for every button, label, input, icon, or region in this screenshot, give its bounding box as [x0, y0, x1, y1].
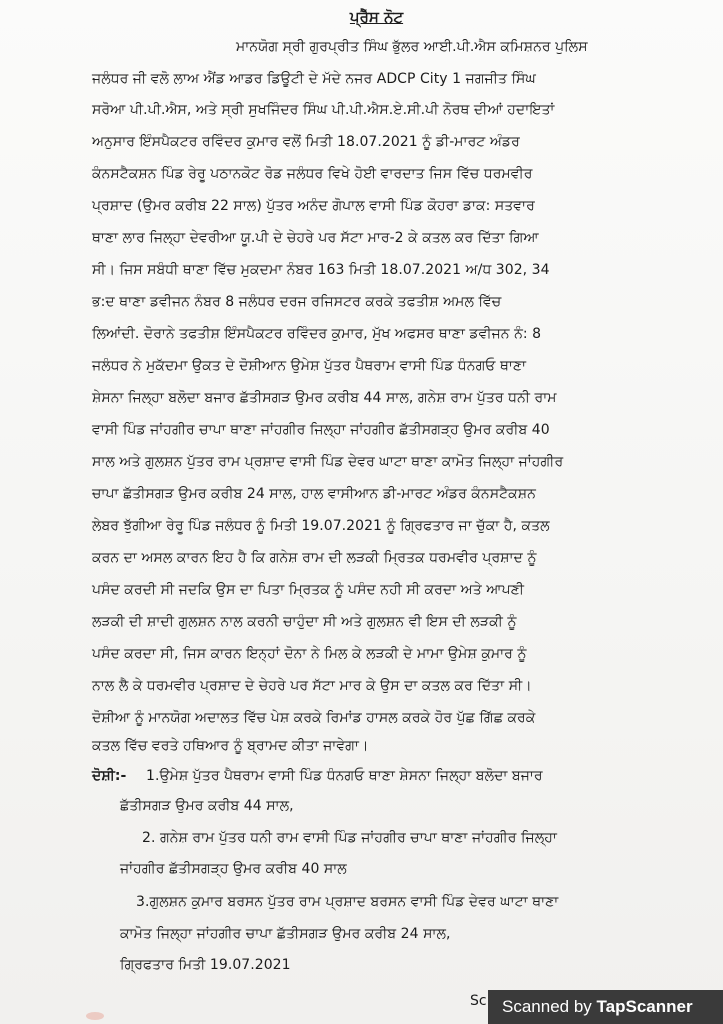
body-line: ਅਨੁਸਾਰ ਇੰਸਪੈਕਟਰ ਰਵਿੰਦਰ ਕੁਮਾਰ ਵਲੋਂ ਮਿਤੀ 18.07.2021 ਨੂੰ ਡੀ-ਮਾਰਟ ਅੰਡਰ — [92, 134, 520, 150]
accused-line: ਛੱਤੀਸਗੜ ਉਮਰ ਕਰੀਬ 44 ਸਾਲ, — [120, 798, 294, 814]
paper-stain — [86, 1012, 104, 1020]
scanner-watermark — [488, 990, 723, 1024]
body-line: ਕਤਲ ਵਿੱਚ ਵਰਤੇ ਹਥਿਆਰ ਨੂੰ ਬ੍ਰਾਮਦ ਕੀਤਾ ਜਾਵੇਗਾ। — [92, 738, 369, 754]
page-title: ਪ੍ਰੈੱਸ ਨੋਟ — [349, 8, 404, 26]
body-line: ਸੀ। ਜਿਸ ਸਬੰਧੀ ਥਾਣਾ ਵਿੱਚ ਮੁਕਦਮਾ ਨੰਬਰ 163 ਮਿਤੀ 18.07.2021 ਅ/ਧ 302, 34 — [92, 262, 550, 278]
body-line: ਕਰਨ ਦਾ ਅਸਲ ਕਾਰਨ ਇਹ ਹੈ ਕਿ ਗਨੇਸ਼ ਰਾਮ ਦੀ ਲੜਕੀ ਮ੍ਰਿਤਕ ਧਰਮਵੀਰ ਪ੍ਰਸ਼ਾਦ ਨੂੰ — [92, 550, 537, 566]
body-line: ਸਰੋਆ ਪੀ.ਪੀ.ਐਸ, ਅਤੇ ਸ੍ਰੀ ਸੁਖਜਿੰਦਰ ਸਿੰਘ ਪੀ.ਪੀ.ਐਸ.ਏ.ਸੀ.ਪੀ ਨੋਰਥ ਦੀਆਂ ਹਦਾਇਤਾਂ — [92, 102, 555, 118]
body-line: ਮਾਨਯੋਗ ਸ੍ਰੀ ਗੁਰਪ੍ਰੀਤ ਸਿੰਘ ਭੁੱਲਰ ਆਈ.ਪੀ.ਐਸ ਕਮਿਸ਼ਨਰ ਪੁਲਿਸ — [236, 39, 588, 55]
body-line: ਚਾਪਾ ਛੱਤੀਸਗੜ ਉਮਰ ਕਰੀਬ 24 ਸਾਲ, ਹਾਲ ਵਾਸੀਆਨ ਡੀ-ਮਾਰਟ ਅੰਡਰ ਕੰਨਸਟੈਕਸ਼ਨ — [92, 486, 536, 502]
body-line: ਕੰਨਸਟੈਕਸ਼ਨ ਪਿੰਡ ਰੇਰੂ ਪਠਾਨਕੋਟ ਰੋਡ ਜਲੰਧਰ ਵਿਖੇ ਹੋਈ ਵਾਰਦਾਤ ਜਿਸ ਵਿੱਚ ਧਰਮਵੀਰ — [92, 166, 533, 182]
body-line: ਭ:ਦ ਥਾਣਾ ਡਵੀਜਨ ਨੰਬਰ 8 ਜਲੰਧਰ ਦਰਜ ਰਜਿਸਟਰ ਕਰਕੇ ਤਫਤੀਸ਼ ਅਮਲ ਵਿੱਚ — [92, 294, 502, 310]
body-line: ਪ੍ਰਸ਼ਾਦ (ਉਮਰ ਕਰੀਬ 22 ਸਾਲ) ਪੁੱਤਰ ਅਨੰਦ ਗੋਪਾਲ ਵਾਸੀ ਪਿੰਡ ਕੋਹਰਾ ਡਾਕ: ਸਤਵਾਰ — [92, 198, 535, 214]
body-line: ਨਾਲ ਲੈ ਕੇ ਧਰਮਵੀਰ ਪ੍ਰਸ਼ਾਦ ਦੇ ਚੇਹਰੇ ਪਰ ਸੱਟਾ ਮਾਰ ਕੇ ਉਸ ਦਾ ਕਤਲ ਕਰ ਦਿੱਤਾ ਸੀ। — [92, 678, 532, 694]
body-line: ਪਸੰਦ ਕਰਦੀ ਸੀ ਜਦਕਿ ਉਸ ਦਾ ਪਿਤਾ ਮ੍ਰਿਤਕ ਨੂੰ ਪਸੰਦ ਨਹੀ ਸੀ ਕਰਦਾ ਅਤੇ ਆਪਣੀ — [92, 582, 525, 598]
body-line: ਥਾਣਾ ਲਾਰ ਜਿਲ੍ਹਾ ਦੇਵਰੀਆ ਯੂ.ਪੀ ਦੇ ਚੇਹਰੇ ਪਰ ਸੱਟਾ ਮਾਰ-2 ਕੇ ਕਤਲ ਕਰ ਦਿੱਤਾ ਗਿਆ — [92, 230, 539, 246]
body-line: ਜਲੰਧਰ ਜੀ ਵਲੋ ਲਾਅ ਐਂਡ ਆਡਰ ਡਿਊਟੀ ਦੇ ਮੱਦੇ ਨਜਰ ADCP City 1 ਜਗਜੀਤ ਸਿੰਘ — [92, 71, 536, 87]
body-line: ਲੜਕੀ ਦੀ ਸ਼ਾਦੀ ਗੁਲਸ਼ਨ ਨਾਲ ਕਰਨੀ ਚਾਹੁੰਦਾ ਸੀ ਅਤੇ ਗੁਲਸ਼ਨ ਵੀ ਇਸ ਦੀ ਲੜਕੀ ਨੂੰ — [92, 614, 517, 630]
accused-line: ਗ੍ਰਿਫਤਾਰ ਮਿਤੀ 19.07.2021 — [120, 957, 291, 973]
accused-label: ਦੋਸ਼ੀ:- — [92, 768, 127, 784]
watermark-brand: TapScanner — [596, 997, 693, 1016]
watermark-prefix: Scanned by — [502, 997, 597, 1016]
partial-scan-mark: Sc — [470, 993, 487, 1009]
body-line: ਦੋਸ਼ੀਆ ਨੂੰ ਮਾਨਯੋਗ ਅਦਾਲਤ ਵਿੱਚ ਪੇਸ਼ ਕਰਕੇ ਰਿਮਾਂਡ ਹਾਸਲ ਕਰਕੇ ਹੋਰ ਪੁੱਛ ਗਿੱਛ ਕਰਕੇ — [92, 710, 536, 726]
accused-line: ਜਾਂਹਗੀਰ ਛੱਤੀਸਗੜ੍ਹ ਉਮਰ ਕਰੀਬ 40 ਸਾਲ — [120, 861, 347, 877]
body-line: ਲਿਆਂਦੀ. ਦੋਰਾਨੇ ਤਫਤੀਸ਼ ਇੰਸਪੈਕਟਰ ਰਵਿੰਦਰ ਕੁਮਾਰ, ਮੁੱਖ ਅਫਸਰ ਥਾਣਾ ਡਵੀਜਨ ਨੰ: 8 — [92, 326, 542, 342]
body-line: ਪਸੰਦ ਕਰਦਾ ਸੀ, ਜਿਸ ਕਾਰਨ ਇਨ੍ਹਾਂ ਦੋਨਾ ਨੇ ਮਿਲ ਕੇ ਲੜਕੀ ਦੇ ਮਾਮਾ ਉਮੇਸ਼ ਕੁਮਾਰ ਨੂੰ — [92, 646, 527, 662]
accused-line: 3.ਗੁਲਸ਼ਨ ਕੁਮਾਰ ਬਰਸਨ ਪੁੱਤਰ ਰਾਮ ਪ੍ਰਸ਼ਾਦ ਬਰਸਨ ਵਾਸੀ ਪਿੰਡ ਦੇਵਰ ਘਾਟਾ ਥਾਣਾ — [136, 894, 559, 910]
body-line: ਸ਼ੇਸਨਾ ਜਿਲ੍ਹਾ ਬਲੋਦਾ ਬਜਾਰ ਛੱਤੀਸਗੜ ਉਮਰ ਕਰੀਬ 44 ਸਾਲ, ਗਨੇਸ਼ ਰਾਮ ਪੁੱਤਰ ਧਨੀ ਰਾਮ — [92, 390, 557, 406]
body-line: ਸਾਲ ਅਤੇ ਗੁਲਸ਼ਨ ਪੁੱਤਰ ਰਾਮ ਪ੍ਰਸ਼ਾਦ ਵਾਸੀ ਪਿੰਡ ਦੇਵਰ ਘਾਟਾ ਥਾਣਾ ਕਾਮੋਤ ਜਿਲ੍ਹਾ ਜਾਂਹਗੀਰ — [92, 454, 564, 470]
accused-line: ਕਾਮੋਤ ਜਿਲ੍ਹਾ ਜਾਂਹਗੀਰ ਚਾਪਾ ਛੱਤੀਸਗੜ ਉਮਰ ਕਰੀਬ 24 ਸਾਲ, — [120, 926, 451, 942]
accused-line: 1.ਉਮੇਸ਼ ਪੁੱਤਰ ਪੈਥਰਾਮ ਵਾਸੀ ਪਿੰਡ ਧੰਨਗਓ ਥਾਣਾ ਸ਼ੇਸਨਾ ਜਿਲ੍ਹਾ ਬਲੋਦਾ ਬਜਾਰ — [146, 768, 543, 784]
body-line: ਵਾਸੀ ਪਿੰਡ ਜਾਂਹਗੀਰ ਚਾਪਾ ਥਾਣਾ ਜਾਂਹਗੀਰ ਜਿਲ੍ਹਾ ਜਾਂਹਗੀਰ ਛੱਤੀਸਗੜ੍ਹ ਉਮਰ ਕਰੀਬ 40 — [92, 422, 550, 438]
body-line: ਲੇਬਰ ਝੁੱਗੀਆ ਰੇਰੂ ਪਿੰਡ ਜਲੰਧਰ ਨੂੰ ਮਿਤੀ 19.07.2021 ਨੂੰ ਗ੍ਰਿਫਤਾਰ ਜਾ ਚੁੱਕਾ ਹੈ, ਕਤਲ — [92, 518, 550, 534]
accused-line: 2. ਗਨੇਸ਼ ਰਾਮ ਪੁੱਤਰ ਧਨੀ ਰਾਮ ਵਾਸੀ ਪਿੰਡ ਜਾਂਹਗੀਰ ਚਾਪਾ ਥਾਣਾ ਜਾਂਹਗੀਰ ਜਿਲ੍ਹਾ — [142, 830, 557, 846]
body-line: ਜਲੰਧਰ ਨੇ ਮੁਕੱਦਮਾ ਉਕਤ ਦੇ ਦੋਸ਼ੀਆਨ ਉਮੇਸ਼ ਪੁੱਤਰ ਪੈਥਰਾਮ ਵਾਸੀ ਪਿੰਡ ਧੰਨਗਓ ਥਾਣਾ — [92, 358, 527, 374]
